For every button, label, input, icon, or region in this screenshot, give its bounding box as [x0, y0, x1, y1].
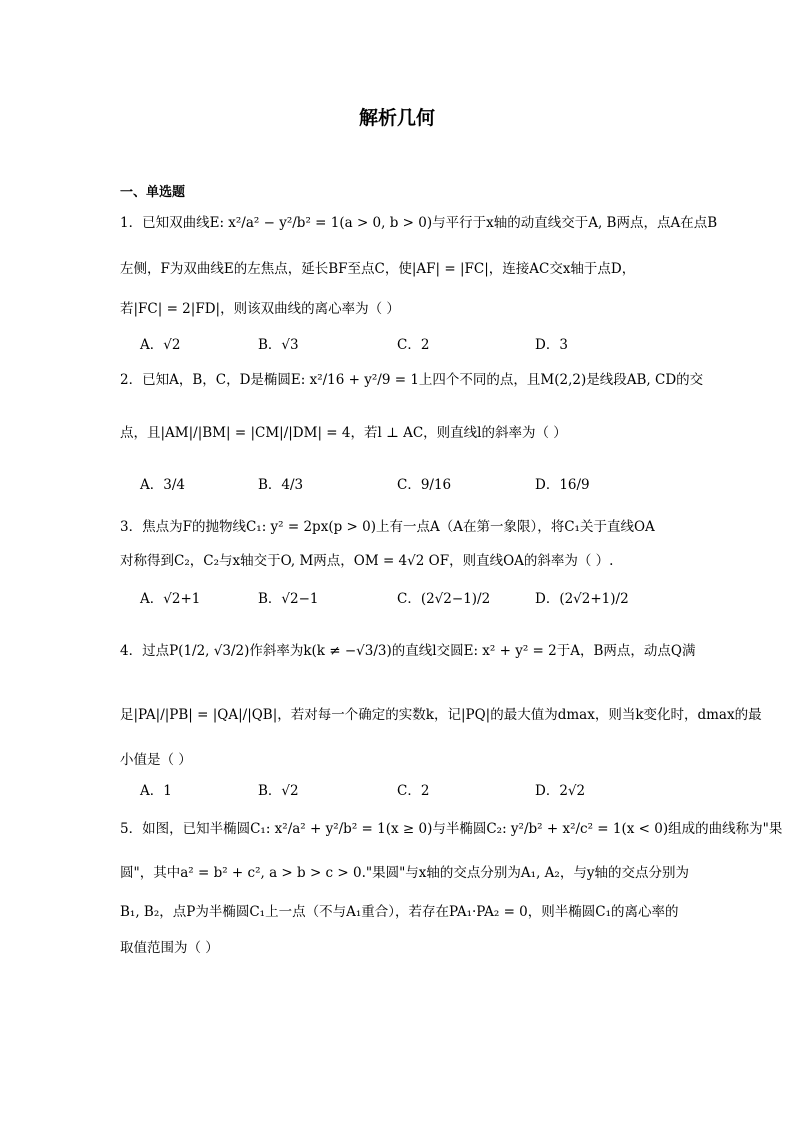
- q3-option-c: C．(2√2−1)/2: [397, 591, 491, 607]
- q1-option-d: D．3: [535, 337, 568, 353]
- q3-line-1: 3．焦点为F的抛物线C₁: y² = 2px(p > 0)上有一点A（A在第一象限），将C₁关于直线OA: [120, 519, 655, 535]
- q5-line-2: 圆"，其中a² = b² + c², a > b > c > 0."果圆"与x轴的交点分别为A₁, A₂，与y轴的交点分别为: [120, 865, 689, 881]
- q4-option-c: C．2: [397, 783, 430, 799]
- q1-option-c: C．2: [397, 337, 430, 353]
- q3-option-d: D．(2√2+1)/2: [535, 591, 629, 607]
- q5-line-3: B₁, B₂，点P为半椭圆C₁上一点（不与A₁重合），若存在PA₁·PA₂ = 0，则半椭圆C₁的离心率的: [120, 904, 679, 920]
- q2-line-1: 2．已知A，B，C，D是椭圆E: x²/16 + y²/9 = 1上四个不同的点，且M(2,2)是线段AB, CD的交: [120, 372, 704, 388]
- q2-option-b: B．4/3: [258, 477, 304, 493]
- q2-option-a: A．3/4: [140, 477, 185, 493]
- q1-line-1: 1．已知双曲线E: x²/a² − y²/b² = 1(a > 0, b > 0)与平行于x轴的动直线交于A, B两点，点A在点B: [120, 215, 718, 231]
- q2-option-c: C．9/16: [397, 477, 452, 493]
- q5-line-1: 5．如图，已知半椭圆C₁: x²/a² + y²/b² = 1(x ≥ 0)与半椭圆C₂: y²/b² + x²/c² = 1(x < 0)组成的曲线称为"果: [120, 821, 783, 837]
- q4-line-2: 足|PA|/|PB| = |QA|/|QB|，若对每一个确定的实数k，记|PQ|的最大值为dmax，则当k变化时，dmax的最: [120, 707, 762, 723]
- q1-line-2: 左侧，F为双曲线E的左焦点，延长BF至点C，使|AF| = |FC|，连接AC交x轴于点D，: [120, 261, 636, 277]
- q5-line-4: 取值范围为（ ）: [120, 940, 219, 956]
- q1-option-a: A．√2: [140, 337, 181, 353]
- q1-line-3: 若|FC| = 2|FD|，则该双曲线的离心率为（ ）: [120, 301, 400, 317]
- q4-line-3: 小值是（ ）: [120, 752, 192, 768]
- q1-option-b: B．√3: [258, 337, 299, 353]
- section-heading: 一、单选题: [120, 185, 186, 200]
- q2-line-2: 点，且|AM|/|BM| = |CM|/|DM| = 4，若l ⊥ AC，则直线l的斜率为（ ）: [120, 425, 567, 441]
- q4-line-1: 4．过点P(1/2, √3/2)作斜率为k(k ≠ −√3/3)的直线l交圆E: x² + y² = 2于A，B两点，动点Q满: [120, 643, 696, 659]
- q3-line-2: 对称得到C₂，C₂与x轴交于O, M两点，OM = 4√2 OF，则直线OA的斜率为（ ）.: [120, 553, 614, 569]
- q2-option-d: D．16/9: [535, 477, 590, 493]
- q3-option-a: A．√2+1: [140, 591, 201, 607]
- q3-option-b: B．√2−1: [258, 591, 319, 607]
- q4-option-d: D．2√2: [535, 783, 586, 799]
- q4-option-b: B．√2: [258, 783, 299, 799]
- q4-option-a: A．1: [140, 783, 172, 799]
- page-title: 解析几何: [358, 107, 435, 129]
